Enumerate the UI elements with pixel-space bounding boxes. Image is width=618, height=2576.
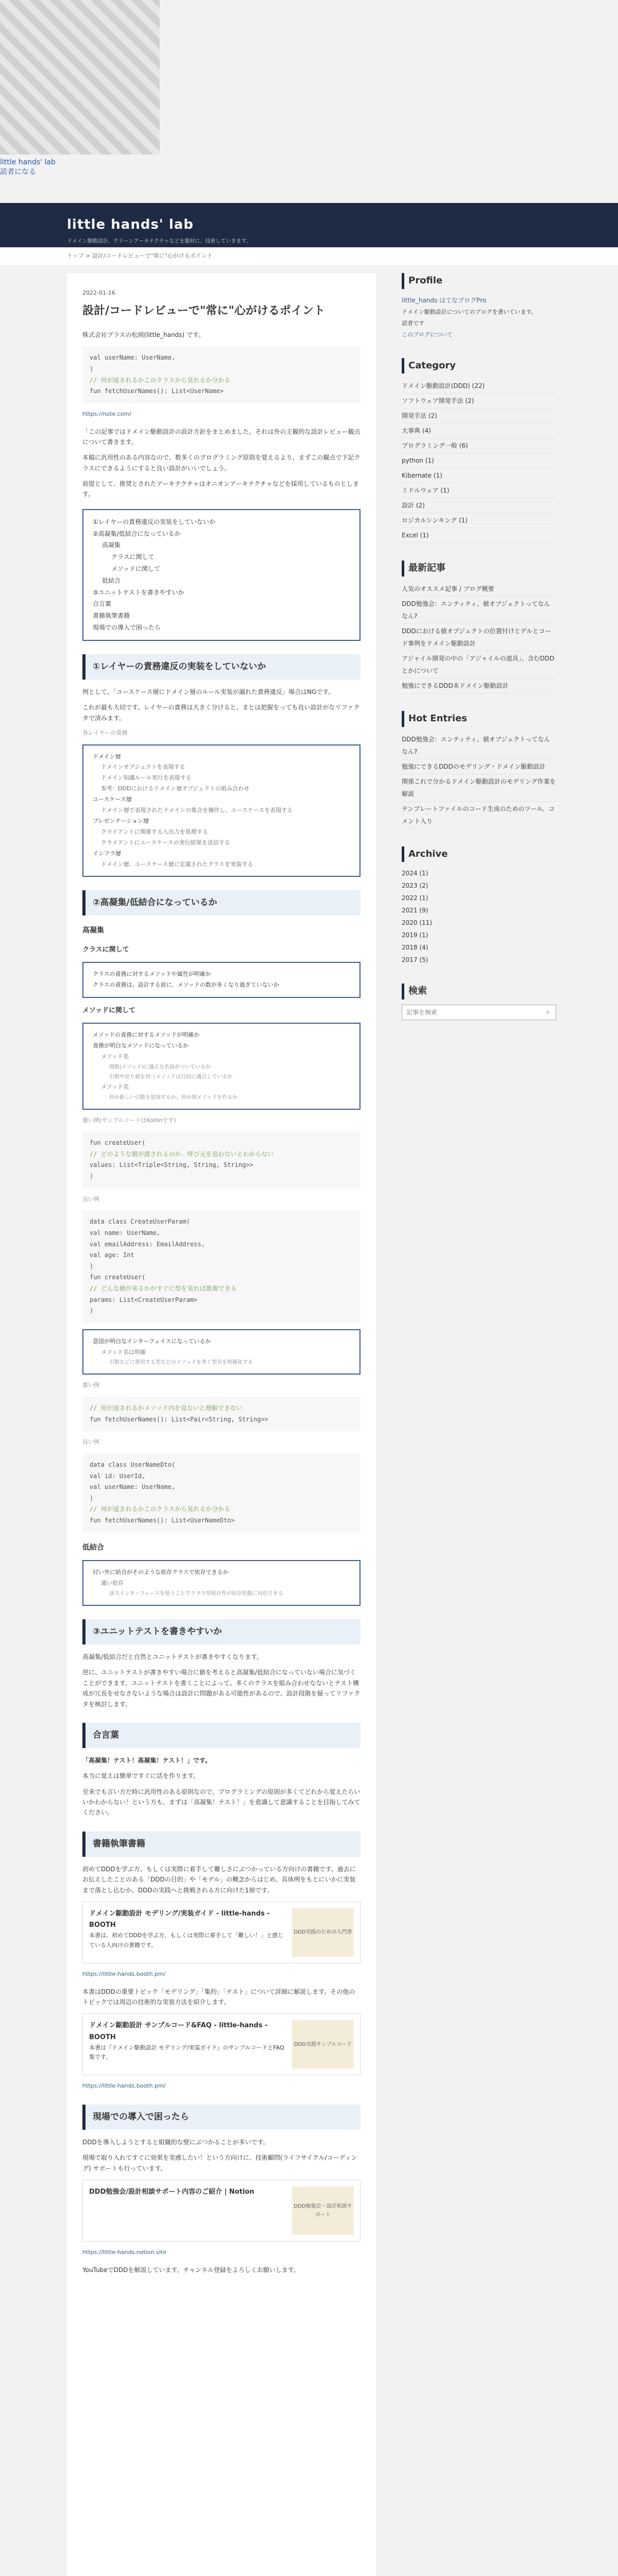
post-date: 2022-01-16 — [82, 290, 115, 296]
site-title[interactable]: little hands' lab — [67, 216, 194, 232]
list-caption: 各レイヤーの責務 — [82, 729, 128, 736]
category-item[interactable]: 開発手法 (2) — [402, 409, 556, 423]
list-item: クラスの責務は、設計する前に、メソッドの数が多くなり過ぎていないか — [93, 981, 279, 989]
card-title[interactable]: ドメイン駆動設計 サンプルコード&FAQ - little-hands - BOOTH — [89, 2022, 268, 2041]
paragraph: 「高凝集！テスト！高凝集！テスト！」です。 — [82, 1756, 212, 1764]
recent-item[interactable]: 人気のオススメ記事 / ブログ概要 — [402, 582, 556, 597]
section-heading: 合言葉 — [82, 1723, 360, 1748]
subsubsection-heading: クラスに関して — [82, 946, 129, 954]
search-box — [402, 1005, 556, 1020]
about-link[interactable]: このブログについて — [402, 331, 453, 338]
code-line: ) — [90, 1173, 94, 1180]
recent-item[interactable]: アジャイル開発の中の「アジャイルの道具」、含むDDDとかについて — [402, 651, 556, 679]
category-item[interactable]: Kibernate (1) — [402, 468, 556, 483]
example-label: 悪い例 — [82, 1382, 99, 1389]
code-line: // どんな値が来るかがすぐに型を見れば推測できる — [90, 1284, 237, 1292]
code-line: val id: UserId, — [90, 1472, 146, 1480]
list-item: ドメイン知識ルール実行を表現する — [101, 774, 192, 782]
book-cover-image: DDD実践のための入門書 — [292, 1908, 354, 1957]
list-item: 該当インターフェースを使うことでクラス型依存性が依存状態に対応できる — [109, 1591, 283, 1597]
code-line: ) — [90, 1262, 94, 1270]
paragraph: 例として、「ユースケース層にドメイン層のルール実装が漏れた責務違反」場合はNGです。 — [82, 688, 335, 696]
module-title: Profile — [402, 273, 556, 289]
follow-button[interactable]: 読者です — [402, 319, 424, 327]
category-item[interactable]: 設計 (2) — [402, 498, 556, 513]
intro-text: 株式会社プラスの松岡(little_hands) です。 — [82, 331, 205, 339]
category-item[interactable]: python (1) — [402, 453, 556, 468]
code-line: val age: Int — [90, 1251, 134, 1259]
notion-thumbnail: DDD勉強会・設計相談サポート — [292, 2187, 354, 2235]
list-item: ドメイン層 — [93, 753, 121, 760]
category-item[interactable]: Excel (1) — [402, 528, 556, 543]
paragraph: 本当に覚えは簡単ですぐに活を作ります。 — [82, 1772, 200, 1780]
paragraph: 本書はDDDの重要トピック「モデリング」「集約」「テスト」について詳細に解説します。その他のトピックでは周辺の技術的な実装方法を紹介します。 — [82, 1988, 355, 2006]
paragraph: 逆に、ユニットテストが書きやすい場合に値を考えると高凝集/低結合になっていない場合に気づくことができます。ユニットテストを書くことによって、多くのクラスを組み合わせなないとテスト構成が冗長をせなさないような場合は設計に問題がある可能性があるので、設計段階を疑ってリファクタを検討します。 — [82, 1669, 360, 1708]
notion-card[interactable] — [82, 2180, 360, 2242]
code-block — [82, 1131, 360, 1188]
archive-item[interactable]: 2022 (1) — [402, 894, 428, 902]
category-item[interactable]: ソフトウェア開発手法 (2) — [402, 394, 556, 409]
embed-link[interactable]: https://little-hands.notion.site — [82, 2249, 166, 2256]
toc-item[interactable]: 合言葉 — [93, 600, 112, 608]
archive-item[interactable]: 2018 (4) — [402, 944, 428, 952]
code-line: // どのような値が渡されるのか、呼び元を追わないとわからない — [90, 1150, 274, 1158]
list-item: メソッド名 — [101, 1083, 129, 1090]
list-item: 適い依存 — [101, 1580, 124, 1587]
recent-item[interactable]: 勉強にできるDDD本ドメイン駆動設計 — [402, 679, 556, 693]
section-heading: 書籍執筆書籍 — [82, 1832, 360, 1857]
top-links — [0, 155, 618, 177]
paragraph: これが最も大切です。レイヤーの責務は大きく分けると、まとは把握をっても良い設計がなリファクタで済みます。 — [82, 704, 360, 722]
toc-item[interactable]: 書籍執筆書籍 — [93, 612, 130, 620]
module-title: Archive — [402, 846, 556, 862]
code-line: val userName: UserName, — [90, 1483, 176, 1491]
example-label: 悪い例(サンプルコードはKotlinです) — [82, 1116, 176, 1124]
code-block — [82, 1453, 360, 1533]
category-item[interactable]: プログラミング一般 (6) — [402, 438, 556, 453]
card-description: 本書は『ドメイン駆動設計 モデリング/実装ガイド』のサンプルコードとFAQ集です。 — [89, 2044, 284, 2061]
recent-item[interactable]: DDD勉強会：エンティティ、値オブジェクトってなんなん? — [402, 597, 556, 624]
section-heading: ①レイヤーの責務違反の実装をしていないか — [82, 654, 360, 680]
card-description: 本書は、初めてDDDを学ぶ方、もしくは実際に着手して「難しい！」と感じている人向けの書籍です。 — [89, 1932, 284, 1948]
category-item[interactable]: ドメイン駆動設計(DDD) (22) — [402, 379, 556, 394]
example-label: 良い例 — [82, 1195, 99, 1202]
code-line: ) — [90, 1307, 94, 1315]
paragraph: 現場で取り入れてすぐに効果を実感したい！という方向けに、技術顧問(ライフサイクル/コーディング) サポートも行っています。 — [82, 2154, 357, 2172]
archive-item[interactable]: 2020 (11) — [402, 919, 432, 927]
class-list — [82, 962, 360, 998]
search-input[interactable] — [402, 1005, 540, 1020]
card-title[interactable]: DDD勉強会/設計相談サポート内容のご紹介 | Notion — [89, 2188, 254, 2196]
code-line: fun createUser( — [90, 1274, 146, 1281]
list-item: プレゼンテーション層 — [93, 817, 149, 824]
module-title: Category — [402, 358, 556, 374]
code-line: data class CreateUserParam( — [90, 1218, 191, 1226]
list-item: ドメインオブジェクトを表現する — [101, 764, 185, 771]
code-line: val name: UserName, — [90, 1229, 161, 1236]
subsubsection-heading: メソッドに関して — [82, 1006, 135, 1014]
category-module — [402, 358, 556, 544]
list-item: クライアントにユースケースの実行結果を送信する — [101, 839, 230, 846]
section-heading: 現場での導入で困ったら — [82, 2105, 360, 2130]
section-heading: ③ユニットテストを書きやすいか — [82, 1619, 360, 1645]
module-title: 検索 — [402, 984, 556, 999]
recent-item[interactable]: DDDにおける値オブジェクトの位置付けとデルとコード事例をドメイン駆動設計 — [402, 624, 556, 651]
table-of-contents — [82, 509, 360, 641]
code-line: values: List<Triple<String, String, String>> — [90, 1161, 253, 1169]
code-block — [82, 1397, 360, 1431]
embed-link[interactable]: https://note.com/ — [82, 410, 131, 417]
profile-name[interactable]: little_hands はてなブログPro — [402, 296, 487, 304]
list-item: 何か新しい引数を追加するか、何か別メソッドを作るか — [109, 1094, 238, 1100]
profile-module — [402, 273, 556, 341]
list-item: メソッドの責務に対するメソッドが明確か — [93, 1031, 200, 1039]
archive-item[interactable]: 2017 (5) — [402, 956, 428, 964]
category-item[interactable]: 大事典 (4) — [402, 423, 556, 438]
hot-item[interactable]: DDD勉強会：エンティティ、値オブジェクトってなんなん? — [402, 732, 556, 759]
code-line: ) — [90, 1494, 94, 1502]
code-block — [82, 1210, 360, 1323]
paragraph: 本稿に汎用性のある内容なので、数多くのプログラミング原則を覚えるより、まずこの観点で下記クラスにできるようにすると良い設計がいいでしょう。 — [82, 454, 360, 472]
hot-item[interactable]: 勉強にできるDDDのモデリング・ドメイン駆動設計 — [402, 759, 556, 774]
list-item: 責務が明白なメソッドになっているか — [93, 1042, 189, 1049]
method-list — [82, 1023, 360, 1110]
code-line: fun fetchUserNames(): List<Pair<String, String>> — [90, 1415, 268, 1423]
list-item: クライアントに関係する入出力を処理する — [101, 828, 208, 835]
toc-item[interactable]: 高凝集 — [102, 541, 121, 549]
list-item: 付い外に結合がそのような依存クラスで依存できるか — [93, 1569, 229, 1576]
list-item[interactable]: 参考：DDDにおけるドメイン層オブジェクトの組み合わせ — [101, 785, 250, 792]
paragraph: 至来でも言い方だ時に汎用性のある原則なので、プログラミングの原則が多くてどれから覚えたらいいかわからない！という方も、まずは「高凝集！テスト！」を意識して意識することを目指してみてください。 — [82, 1788, 360, 1817]
profile-description: ドメイン駆動設計についてのブログを書いています。 — [402, 308, 537, 315]
paragraph: 前提として、推奨とされたアーキテクチャはオニオンアーキテクチャなどを採用しているものとします。 — [82, 480, 359, 498]
subsection-heading: 低結合 — [82, 1543, 104, 1552]
site-header — [0, 203, 618, 247]
interface-list — [82, 1329, 360, 1375]
code-line: params: List<CreateUserParam> — [90, 1296, 198, 1303]
paragraph: 「この記事ではドメイン駆動設計の設計方針をまとめました。それは外の主観的な設計レビュー観点について書きます。 — [82, 428, 360, 446]
toc-item[interactable]: 低結合 — [102, 577, 121, 584]
post-title: 設計/コードレビューで"常に"心がけるポイント — [82, 304, 325, 317]
hot-item[interactable]: テンプレートファイルのコード生成のためのツール、コメント入り — [402, 802, 556, 829]
embed-link[interactable]: https://little-hands.booth.pm/ — [82, 1970, 166, 1977]
paragraph: 初めてDDDを学ぶ方、もしくは実際に着手して難しさにぶつかっている方向けの書籍です。過去にお伝えしたことのある「DDDの目的」や「モデル」の概念からはじめ、具体例をもとにいかに実装まで落とし込むか。DDDの実践へと挑戦される方に向けた1冊です。 — [82, 1865, 356, 1894]
layer-list — [82, 744, 360, 877]
list-item: クラスの責務に対するメソッドや属性が明確か — [93, 971, 211, 978]
list-item: メソッド名 — [101, 1053, 129, 1060]
toc-item[interactable]: ③ユニットテストを書きやすいか — [93, 588, 184, 596]
toc-item[interactable]: ②高凝集/低結合になっているか — [93, 530, 181, 537]
hot-item[interactable]: 関係これで分かるドメイン駆動設計のモデリング作業を解説 — [402, 774, 556, 802]
list-item: インフラ層 — [93, 850, 121, 857]
category-item[interactable]: ロジカルシンキング (1) — [402, 513, 556, 528]
book-card[interactable] — [82, 2013, 360, 2075]
list-item: 引数などに使用する型などのメソッドを書く型名を明確化する — [109, 1360, 253, 1366]
subscribe-link[interactable]: 読者になる — [0, 167, 36, 176]
search-icon[interactable]: ⌕ — [546, 1008, 550, 1016]
archive-item[interactable]: 2021 (9) — [402, 907, 428, 914]
list-item: 引数や戻り値を持つメソッドは目的に適合しているか — [109, 1074, 233, 1080]
code-block — [82, 346, 360, 403]
category-item[interactable]: ミドルウェア (1) — [402, 483, 556, 498]
code-line: // 何が返されるかこのクラスから見れるか分かる — [90, 376, 231, 384]
code-line: fun createUser( — [90, 1139, 146, 1147]
paragraph: 高凝集/低結合だと自然とユニットテストが書きやすくなります。 — [82, 1653, 263, 1661]
paragraph: YouTubeでDDDを解説しています。チャンネル登録をよろしくお願いします。 — [82, 2266, 300, 2274]
code-line: fun fetchUserNames(): List<UserNameDto> — [90, 1517, 235, 1524]
archive-item[interactable]: 2019 (1) — [402, 931, 428, 939]
toc-item[interactable]: メソッドに関して — [111, 565, 161, 573]
embed-link[interactable]: https://little-hands.booth.pm/ — [82, 2082, 166, 2090]
list-item: ユースケース層 — [93, 796, 132, 803]
recent-module — [402, 561, 556, 693]
list-item: メソッド名は明確 — [101, 1348, 146, 1355]
list-item: ドメイン層で表現されたドメインの集合を操作し、ユースケースを表現する — [101, 807, 293, 814]
list-item: ドメイン層、ユースケース層に定義されたクラスを実装する — [101, 860, 253, 868]
section-heading: ②高凝集/低結合になっているか — [82, 890, 360, 916]
book-card[interactable] — [82, 1902, 360, 1963]
code-line: // 何が返されるかこのクラスから見れるか分かる — [90, 1505, 231, 1513]
sidebar — [402, 273, 556, 1038]
article — [67, 273, 376, 2576]
coupling-list — [82, 1560, 360, 1606]
code-line: // 何が返されるかメソッド内を見ないと理解できない — [90, 1404, 243, 1412]
code-line: val userName: UserName, — [90, 354, 176, 362]
site-description: ドメイン駆動設計、クリーンアーキテクチャなどを題材に、技術していきます。 — [67, 238, 251, 244]
search-module — [402, 984, 556, 1020]
breadcrumb[interactable]: トップ > 設計/コードレビューで"常に"心がけるポイント — [0, 247, 618, 265]
toc-item[interactable]: ①レイヤーの責務違反の実装をしていないか — [93, 518, 216, 526]
top-banner-image — [0, 0, 160, 155]
example-label: 良い例 — [82, 1438, 99, 1446]
paragraph: DDDを導入しようとすると組織的な壁にぶつかることが多いです。 — [82, 2138, 269, 2146]
hot-entries-module — [402, 711, 556, 829]
code-line: data class UserNameDto( — [90, 1461, 176, 1469]
blog-home-link[interactable]: little hands' lab — [0, 158, 56, 166]
archive-module — [402, 846, 556, 967]
code-line: ) — [90, 365, 94, 373]
list-item: 関数(メソッド)に適正な名前がついているか — [109, 1064, 211, 1070]
list-item: 意図が明白なインターフェイスになっているか — [93, 1337, 211, 1345]
archive-item[interactable]: 2024 (1) — [402, 870, 428, 877]
subsection-heading: 高凝集 — [82, 926, 104, 935]
archive-item[interactable]: 2023 (2) — [402, 882, 428, 890]
module-title: 最新記事 — [402, 561, 556, 577]
module-title: Hot Entries — [402, 711, 556, 727]
toc-item[interactable]: 現場での導入で困ったら — [93, 624, 161, 632]
code-line: fun fetchUserNames(): List<UserName> — [90, 387, 224, 395]
card-title[interactable]: ドメイン駆動設計 モデリング/実装ガイド - little-hands - BOOTH — [89, 1909, 270, 1929]
toc-item[interactable]: クラスに関して — [111, 553, 154, 561]
book-cover-image: DDD実践サンプルコード — [292, 2020, 354, 2069]
code-line: val emailAddress: EmailAddress, — [90, 1240, 205, 1248]
